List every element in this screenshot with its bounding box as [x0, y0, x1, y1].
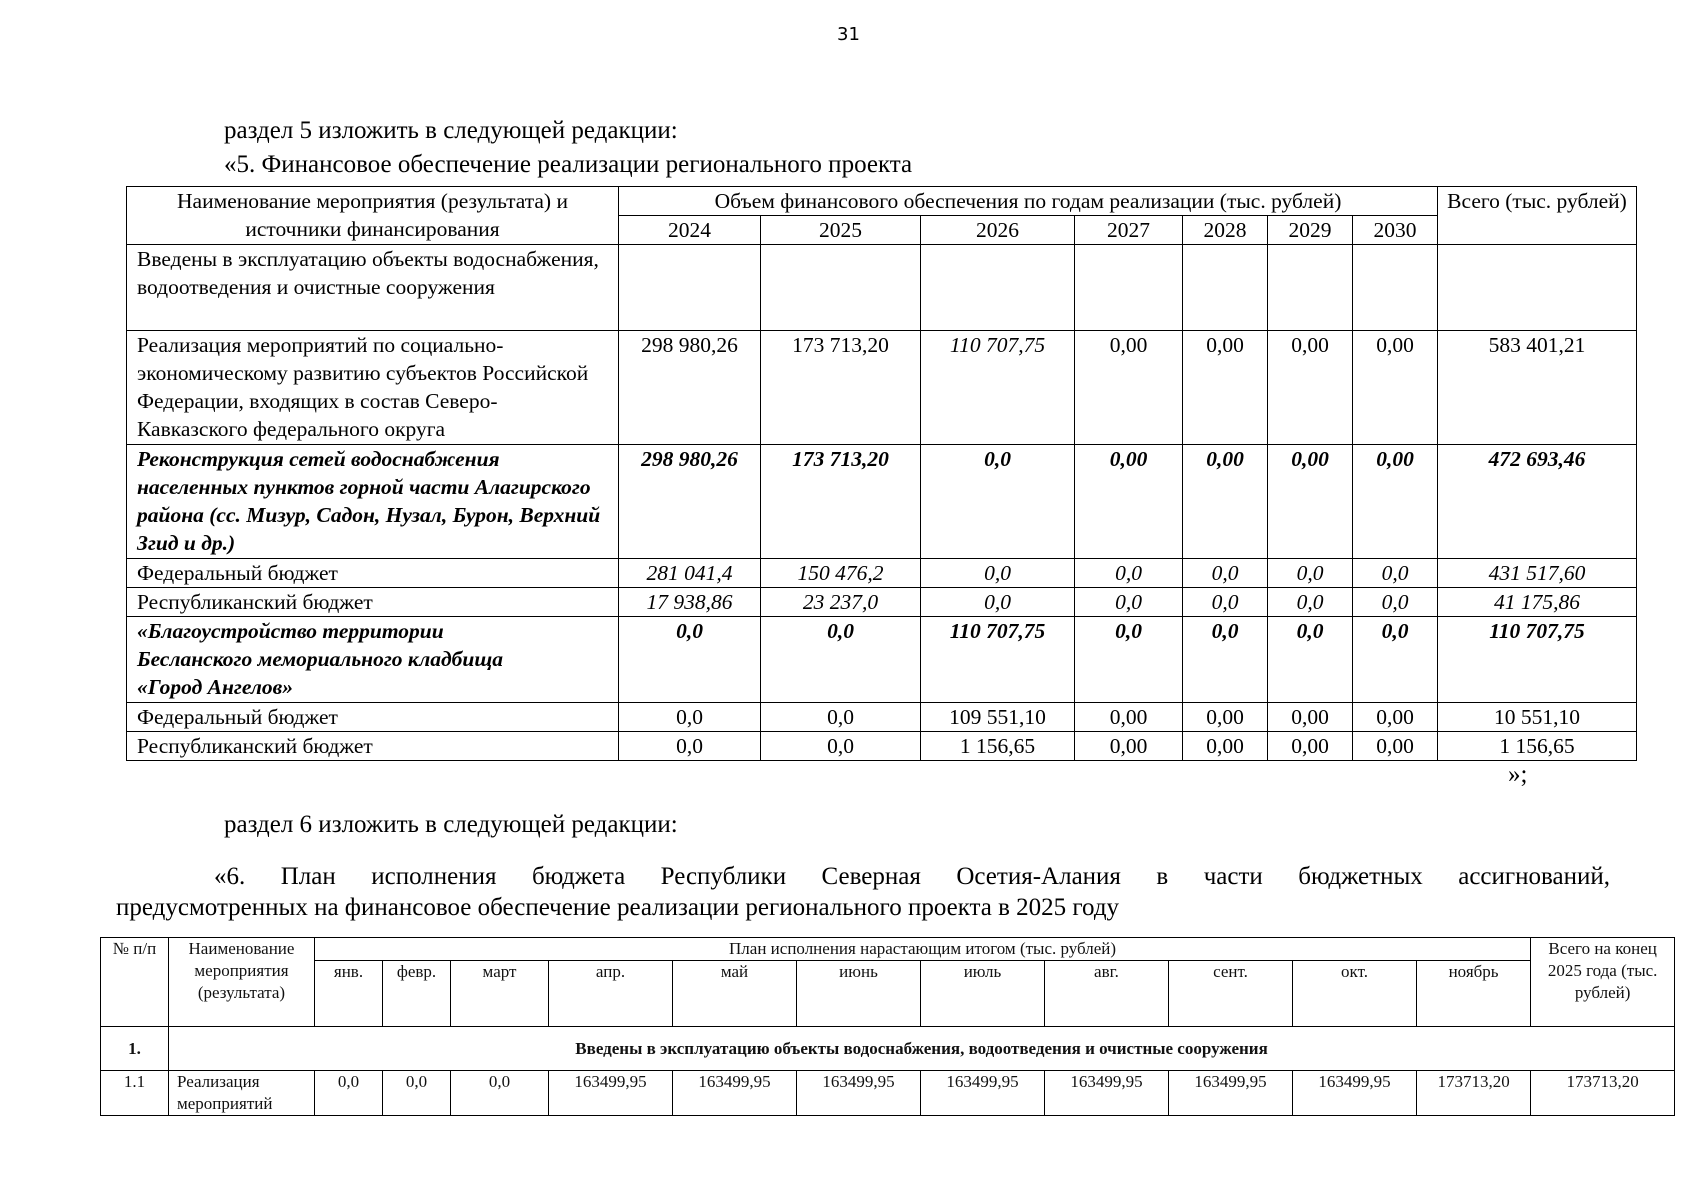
value-cell: 0,0 — [1353, 559, 1438, 588]
month-feb: февр. — [383, 961, 451, 1027]
value-cell: 0,0 — [1268, 559, 1353, 588]
value-cell: 0,0 — [761, 703, 921, 732]
month-nov: ноябрь — [1417, 961, 1531, 1027]
value-cell: 0,0 — [1075, 559, 1183, 588]
value-cell: 0,00 — [1075, 331, 1183, 445]
value-cell: 0,0 — [1268, 588, 1353, 617]
value-cell: 173713,20 — [1417, 1071, 1531, 1116]
value-cell: 150 476,2 — [761, 559, 921, 588]
row-label: Федеральный бюджет — [127, 703, 619, 732]
header-name: Наименование мероприятия (результата) и источники финансирования — [127, 187, 619, 245]
header-plan: План исполнения нарастающим итогом (тыс. рублей) — [315, 938, 1531, 961]
value-cell: 0,0 — [921, 588, 1075, 617]
value-cell: 163499,95 — [797, 1071, 921, 1116]
value-cell: 0,00 — [1268, 732, 1353, 761]
value-cell: 110 707,75 — [921, 331, 1075, 445]
value-cell: 0,00 — [1075, 732, 1183, 761]
month-jan: янв. — [315, 961, 383, 1027]
year-2027: 2027 — [1075, 216, 1183, 245]
row-number: 1.1 — [101, 1071, 169, 1116]
row-label — [127, 617, 619, 703]
value-cell: 0,00 — [1183, 732, 1268, 761]
value-cell: 0,0 — [619, 703, 761, 732]
total-cell: 583 401,21 — [1438, 331, 1637, 445]
value-cell: 0,0 — [1353, 617, 1438, 703]
table-row — [127, 703, 1637, 732]
value-cell: 163499,95 — [921, 1071, 1045, 1116]
value-cell: 0,0 — [1183, 588, 1268, 617]
row-label: Республиканский бюджет — [127, 588, 619, 617]
value-cell: 0,00 — [1268, 445, 1353, 559]
value-cell: 163499,95 — [673, 1071, 797, 1116]
header-number: № п/п — [101, 938, 169, 1027]
section5-heading: «5. Финансовое обеспечение реализации регионального проекта — [224, 151, 913, 178]
row-label: Введены в эксплуатацию объекты водоснабжения, водоотведения и очистные сооружения — [127, 245, 619, 331]
table-row — [101, 1027, 1675, 1071]
value-cell: 1 156,65 — [921, 732, 1075, 761]
total-cell: 173713,20 — [1531, 1071, 1675, 1116]
value-cell: 0,0 — [1353, 588, 1438, 617]
value-cell: 0,0 — [1183, 617, 1268, 703]
header-volume: Объем финансового обеспечения по годам реализации (тыс. рублей) — [619, 187, 1438, 216]
value-cell: 281 041,4 — [619, 559, 761, 588]
year-2029: 2029 — [1268, 216, 1353, 245]
table-row — [127, 588, 1637, 617]
total-cell: 472 693,46 — [1438, 445, 1637, 559]
value-cell: 0,0 — [761, 732, 921, 761]
value-cell: 0,00 — [1183, 445, 1268, 559]
table-row — [127, 617, 1637, 703]
section6-intro: раздел 6 изложить в следующей редакции: — [224, 811, 678, 838]
value-cell: 0,0 — [921, 445, 1075, 559]
value-cell: 0,00 — [1353, 703, 1438, 732]
total-cell: 431 517,60 — [1438, 559, 1637, 588]
row-label: Федеральный бюджет — [127, 559, 619, 588]
value-cell: 173 713,20 — [761, 445, 921, 559]
value-cell: 173 713,20 — [761, 331, 921, 445]
row-label: Реконструкция сетей водоснабжения населенных пунктов горной части Алагирского района (сс. Мизур, Садон, Нузал, Бурон, Верхний Згид и др.) — [127, 445, 619, 559]
value-cell: 17 938,86 — [619, 588, 761, 617]
closing-quote: »; — [1508, 761, 1528, 788]
month-may: май — [673, 961, 797, 1027]
year-2025: 2025 — [761, 216, 921, 245]
header-total: Всего на конец 2025 года (тыс. рублей) — [1531, 938, 1675, 1027]
value-cell: 0,0 — [315, 1071, 383, 1116]
month-jul: июль — [921, 961, 1045, 1027]
value-cell: 0,0 — [1075, 588, 1183, 617]
month-jun: июнь — [797, 961, 921, 1027]
month-apr: апр. — [549, 961, 673, 1027]
section6-heading-line1: «6. План исполнения бюджета Республики Северная Осетия-Алания в части бюджетных ассигнований, — [214, 863, 1610, 890]
value-cell: 163499,95 — [549, 1071, 673, 1116]
financing-table — [126, 186, 1637, 761]
row-label: Реализация мероприятий по социально-экономическому развитию субъектов Российской Федерации, входящих в состав Северо-Кавказского федерального округа — [127, 331, 619, 445]
value-cell: 109 551,10 — [921, 703, 1075, 732]
value-cell: 23 237,0 — [761, 588, 921, 617]
year-2028: 2028 — [1183, 216, 1268, 245]
month-mar: март — [451, 961, 549, 1027]
row-label: Реализация мероприятий — [169, 1071, 315, 1116]
section-number: 1. — [101, 1027, 169, 1071]
table-row — [127, 445, 1637, 559]
total-cell: 10 551,10 — [1438, 703, 1637, 732]
row-label-line: Бесланского мемориального кладбища — [137, 647, 504, 671]
value-cell: 0,0 — [1075, 617, 1183, 703]
header-name: Наименование мероприятия (результата) — [169, 938, 315, 1027]
year-2024: 2024 — [619, 216, 761, 245]
month-sep: сент. — [1169, 961, 1293, 1027]
value-cell: 298 980,26 — [619, 331, 761, 445]
row-label-line: «Город Ангелов» — [137, 675, 293, 699]
value-cell: 0,00 — [1075, 703, 1183, 732]
value-cell: 0,00 — [1353, 732, 1438, 761]
section6-heading-line2: предусмотренных на финансовое обеспечение реализации регионального проекта в 2025 году — [116, 894, 1120, 921]
page-number: 31 — [837, 24, 860, 45]
row-label-line: «Благоустройство территории — [137, 619, 444, 643]
month-aug: авг. — [1045, 961, 1169, 1027]
table-row — [127, 732, 1637, 761]
value-cell: 0,0 — [1268, 617, 1353, 703]
value-cell: 0,00 — [1183, 703, 1268, 732]
table-row — [127, 331, 1637, 445]
section-title: Введены в эксплуатацию объекты водоснабжения, водоотведения и очистные сооружения — [169, 1027, 1675, 1071]
header-total: Всего (тыс. рублей) — [1438, 187, 1637, 245]
value-cell: 0,0 — [383, 1071, 451, 1116]
value-cell: 110 707,75 — [921, 617, 1075, 703]
value-cell: 0,00 — [1183, 331, 1268, 445]
table-row — [101, 1071, 1675, 1116]
year-2030: 2030 — [1353, 216, 1438, 245]
value-cell: 0,0 — [921, 559, 1075, 588]
value-cell: 163499,95 — [1169, 1071, 1293, 1116]
table-row — [127, 245, 1637, 331]
value-cell: 0,0 — [761, 617, 921, 703]
section5-intro: раздел 5 изложить в следующей редакции: — [224, 117, 678, 144]
total-cell: 1 156,65 — [1438, 732, 1637, 761]
value-cell: 0,00 — [1353, 445, 1438, 559]
total-cell: 41 175,86 — [1438, 588, 1637, 617]
row-label: Республиканский бюджет — [127, 732, 619, 761]
value-cell: 0,0 — [1183, 559, 1268, 588]
value-cell: 163499,95 — [1293, 1071, 1417, 1116]
year-2026: 2026 — [921, 216, 1075, 245]
value-cell: 0,00 — [1353, 331, 1438, 445]
table-row — [127, 559, 1637, 588]
value-cell: 0,00 — [1268, 331, 1353, 445]
value-cell: 298 980,26 — [619, 445, 761, 559]
value-cell: 0,00 — [1075, 445, 1183, 559]
value-cell: 0,0 — [619, 732, 761, 761]
value-cell: 0,0 — [619, 617, 761, 703]
budget-plan-table — [100, 937, 1675, 1116]
month-oct: окт. — [1293, 961, 1417, 1027]
value-cell: 0,00 — [1268, 703, 1353, 732]
total-cell: 110 707,75 — [1438, 617, 1637, 703]
value-cell: 163499,95 — [1045, 1071, 1169, 1116]
value-cell: 0,0 — [451, 1071, 549, 1116]
